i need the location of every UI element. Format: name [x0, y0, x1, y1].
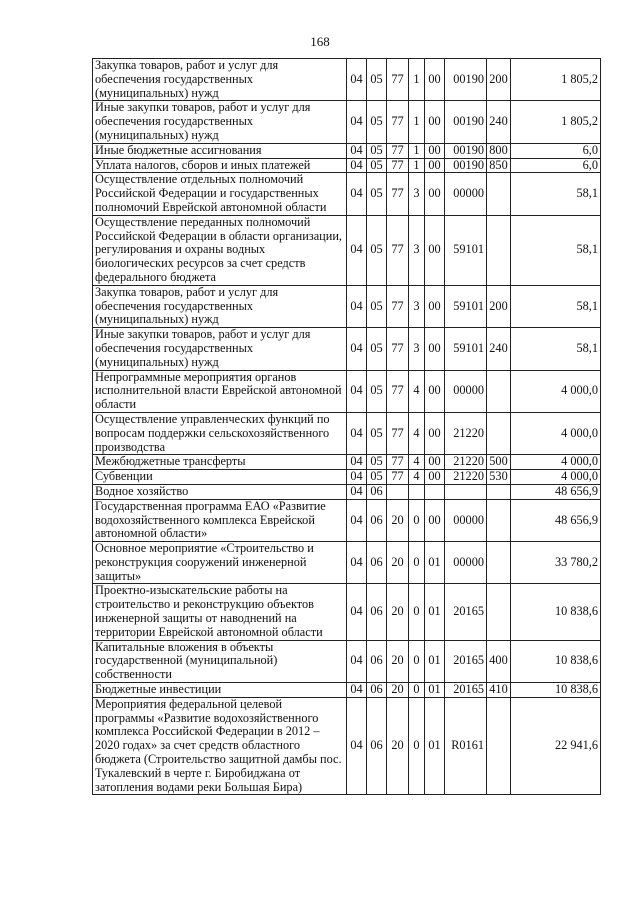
row-section: 04 — [347, 697, 367, 795]
row-direction-code: 21220 — [445, 470, 487, 485]
row-expense-type: 410 — [487, 683, 511, 698]
table-row — [93, 584, 601, 640]
row-name: Бюджетные инвестиции — [93, 683, 347, 698]
row-name: Мероприятия федеральной целевой программы «Развитие водохозяйственного комплекса Российской Федерации в 2012 – 2020 годах» за счет средств областного бюджета (Строительство защитной дамбы пос. Тукалевский в черте г. Биробиджана от затопления водами реки Большая Бира) — [93, 697, 347, 795]
row-expense-type: 240 — [487, 328, 511, 370]
row-subprogram-code: 4 — [409, 455, 425, 470]
row-direction-code: 00000 — [445, 542, 487, 584]
row-amount: 58,1 — [511, 285, 601, 327]
row-direction-code: 00000 — [445, 499, 487, 541]
row-direction-code: 20165 — [445, 683, 487, 698]
row-name: Иные закупки товаров, работ и услуг для обеспечения государственных (муниципальных) нужд — [93, 328, 347, 370]
row-section: 04 — [347, 584, 367, 640]
table-row — [93, 484, 601, 499]
row-amount: 1 805,2 — [511, 59, 601, 101]
row-subprogram-code: 1 — [409, 143, 425, 158]
row-program-code: 77 — [387, 412, 409, 454]
row-name: Иные бюджетные ассигнования — [93, 143, 347, 158]
row-amount: 48 656,9 — [511, 484, 601, 499]
row-section: 04 — [347, 158, 367, 173]
row-name: Субвенции — [93, 470, 347, 485]
row-activity-code: 00 — [425, 173, 445, 215]
row-direction-code: 00000 — [445, 370, 487, 412]
row-subprogram-code: 0 — [409, 499, 425, 541]
table-row — [93, 101, 601, 143]
row-expense-type: 400 — [487, 640, 511, 682]
table-row — [93, 470, 601, 485]
row-name: Межбюджетные трансферты — [93, 455, 347, 470]
table-row — [93, 143, 601, 158]
row-name: Закупка товаров, работ и услуг для обеспечения государственных (муниципальных) нужд — [93, 285, 347, 327]
row-activity-code: 01 — [425, 683, 445, 698]
row-section: 04 — [347, 101, 367, 143]
row-section: 04 — [347, 173, 367, 215]
table-row — [93, 499, 601, 541]
row-subprogram-code: 3 — [409, 285, 425, 327]
table-row — [93, 542, 601, 584]
row-subsection: 05 — [367, 215, 387, 285]
row-activity-code: 00 — [425, 215, 445, 285]
row-expense-type — [487, 499, 511, 541]
row-subsection: 06 — [367, 484, 387, 499]
row-name: Иные закупки товаров, работ и услуг для обеспечения государственных (муниципальных) нужд — [93, 101, 347, 143]
row-subprogram-code: 3 — [409, 173, 425, 215]
row-activity-code: 01 — [425, 640, 445, 682]
table-row — [93, 285, 601, 327]
row-subprogram-code: 1 — [409, 101, 425, 143]
row-activity-code: 01 — [425, 697, 445, 795]
row-expense-type — [487, 484, 511, 499]
row-section: 04 — [347, 328, 367, 370]
row-subsection: 05 — [367, 59, 387, 101]
row-direction-code: 21220 — [445, 412, 487, 454]
row-subprogram-code: 0 — [409, 584, 425, 640]
row-section: 04 — [347, 370, 367, 412]
row-name: Осуществление отдельных полномочий Российской Федерации и государственных полномочий Еврейской автономной области — [93, 173, 347, 215]
row-activity-code: 01 — [425, 584, 445, 640]
row-direction-code: R0161 — [445, 697, 487, 795]
row-subsection: 06 — [367, 542, 387, 584]
row-direction-code: 21220 — [445, 455, 487, 470]
row-subprogram-code: 0 — [409, 683, 425, 698]
row-amount: 33 780,2 — [511, 542, 601, 584]
row-name: Государственная программа ЕАО «Развитие водохозяйственного комплекса Еврейской автономной области» — [93, 499, 347, 541]
row-expense-type: 240 — [487, 101, 511, 143]
page-number: 168 — [310, 34, 330, 49]
row-section: 04 — [347, 455, 367, 470]
row-subsection: 06 — [367, 683, 387, 698]
row-section: 04 — [347, 683, 367, 698]
row-name: Капитальные вложения в объекты государственной (муниципальной) собственности — [93, 640, 347, 682]
row-program-code: 20 — [387, 683, 409, 698]
row-subsection: 06 — [367, 697, 387, 795]
row-program-code: 77 — [387, 455, 409, 470]
row-section: 04 — [347, 215, 367, 285]
row-subsection: 06 — [367, 499, 387, 541]
row-program-code — [387, 484, 409, 499]
row-direction-code: 00190 — [445, 143, 487, 158]
row-expense-type — [487, 173, 511, 215]
row-amount: 58,1 — [511, 328, 601, 370]
row-program-code: 77 — [387, 158, 409, 173]
row-subprogram-code: 4 — [409, 370, 425, 412]
row-expense-type: 850 — [487, 158, 511, 173]
table-row — [93, 59, 601, 101]
row-subsection: 05 — [367, 101, 387, 143]
row-direction-code: 59101 — [445, 328, 487, 370]
row-amount: 58,1 — [511, 173, 601, 215]
row-section: 04 — [347, 542, 367, 584]
row-subsection: 05 — [367, 173, 387, 215]
row-direction-code: 20165 — [445, 584, 487, 640]
row-program-code: 77 — [387, 59, 409, 101]
row-expense-type: 200 — [487, 285, 511, 327]
row-activity-code: 00 — [425, 158, 445, 173]
row-program-code: 77 — [387, 470, 409, 485]
row-subprogram-code: 4 — [409, 470, 425, 485]
row-direction-code: 59101 — [445, 285, 487, 327]
row-amount: 10 838,6 — [511, 584, 601, 640]
row-amount: 58,1 — [511, 215, 601, 285]
row-activity-code — [425, 484, 445, 499]
row-subsection: 06 — [367, 640, 387, 682]
row-section: 04 — [347, 412, 367, 454]
table-row — [93, 215, 601, 285]
row-activity-code: 00 — [425, 328, 445, 370]
row-name: Водное хозяйство — [93, 484, 347, 499]
row-activity-code: 00 — [425, 285, 445, 327]
row-name: Уплата налогов, сборов и иных платежей — [93, 158, 347, 173]
row-subprogram-code: 0 — [409, 697, 425, 795]
row-amount: 4 000,0 — [511, 455, 601, 470]
row-direction-code: 00190 — [445, 158, 487, 173]
row-subprogram-code: 1 — [409, 59, 425, 101]
row-section: 04 — [347, 59, 367, 101]
row-section: 04 — [347, 640, 367, 682]
table-row — [93, 412, 601, 454]
table-row — [93, 158, 601, 173]
row-direction-code: 00000 — [445, 173, 487, 215]
row-program-code: 20 — [387, 640, 409, 682]
row-subprogram-code: 0 — [409, 542, 425, 584]
row-name: Осуществление управленческих функций по вопросам поддержки сельскохозяйственного производства — [93, 412, 347, 454]
row-section: 04 — [347, 470, 367, 485]
row-expense-type — [487, 584, 511, 640]
budget-table — [92, 58, 601, 795]
row-subsection: 05 — [367, 455, 387, 470]
row-name: Проектно-изыскательские работы на строительство и реконструкцию объектов инженерной защиты от наводнений на территории Еврейской автономной области — [93, 584, 347, 640]
row-expense-type — [487, 542, 511, 584]
row-amount: 1 805,2 — [511, 101, 601, 143]
row-subprogram-code: 1 — [409, 158, 425, 173]
row-activity-code: 00 — [425, 412, 445, 454]
row-amount: 48 656,9 — [511, 499, 601, 541]
row-program-code: 77 — [387, 143, 409, 158]
row-name: Осуществление переданных полномочий Российской Федерации в области организации, регулирования и охраны водных биологических ресурсов за счет средств федерального бюджета — [93, 215, 347, 285]
row-program-code: 20 — [387, 697, 409, 795]
row-subprogram-code: 3 — [409, 328, 425, 370]
row-activity-code: 00 — [425, 143, 445, 158]
row-program-code: 77 — [387, 285, 409, 327]
row-amount: 4 000,0 — [511, 470, 601, 485]
row-program-code: 77 — [387, 101, 409, 143]
row-name: Непрограммные мероприятия органов исполнительной власти Еврейской автономной области — [93, 370, 347, 412]
row-subsection: 05 — [367, 158, 387, 173]
row-activity-code: 00 — [425, 101, 445, 143]
row-activity-code: 00 — [425, 499, 445, 541]
row-program-code: 77 — [387, 370, 409, 412]
row-subsection: 05 — [367, 285, 387, 327]
row-expense-type — [487, 215, 511, 285]
row-program-code: 20 — [387, 499, 409, 541]
row-subsection: 05 — [367, 370, 387, 412]
row-subsection: 05 — [367, 470, 387, 485]
row-subsection: 05 — [367, 328, 387, 370]
row-activity-code: 00 — [425, 455, 445, 470]
row-subprogram-code: 3 — [409, 215, 425, 285]
row-amount: 6,0 — [511, 143, 601, 158]
row-direction-code: 00190 — [445, 101, 487, 143]
table-row — [93, 370, 601, 412]
row-subsection: 06 — [367, 584, 387, 640]
row-amount: 10 838,6 — [511, 640, 601, 682]
row-activity-code: 00 — [425, 370, 445, 412]
row-name: Основное мероприятие «Строительство и реконструкция сооружений инженерной защиты» — [93, 542, 347, 584]
row-direction-code: 20165 — [445, 640, 487, 682]
row-activity-code: 00 — [425, 470, 445, 485]
table-row — [93, 173, 601, 215]
row-section: 04 — [347, 499, 367, 541]
row-section: 04 — [347, 285, 367, 327]
row-section: 04 — [347, 143, 367, 158]
row-subsection: 05 — [367, 412, 387, 454]
row-activity-code: 01 — [425, 542, 445, 584]
row-expense-type — [487, 697, 511, 795]
row-program-code: 77 — [387, 215, 409, 285]
row-amount: 4 000,0 — [511, 370, 601, 412]
row-amount: 4 000,0 — [511, 412, 601, 454]
row-expense-type — [487, 370, 511, 412]
row-subprogram-code: 0 — [409, 640, 425, 682]
row-program-code: 77 — [387, 173, 409, 215]
table-row — [93, 640, 601, 682]
table-row — [93, 328, 601, 370]
table-row — [93, 697, 601, 795]
table-row — [93, 683, 601, 698]
table-row — [93, 455, 601, 470]
row-expense-type: 800 — [487, 143, 511, 158]
row-direction-code: 00190 — [445, 59, 487, 101]
row-expense-type — [487, 412, 511, 454]
row-expense-type: 500 — [487, 455, 511, 470]
row-amount: 6,0 — [511, 158, 601, 173]
row-amount: 22 941,6 — [511, 697, 601, 795]
row-activity-code: 00 — [425, 59, 445, 101]
row-direction-code: 59101 — [445, 215, 487, 285]
row-expense-type: 200 — [487, 59, 511, 101]
row-amount: 10 838,6 — [511, 683, 601, 698]
row-program-code: 77 — [387, 328, 409, 370]
row-direction-code — [445, 484, 487, 499]
row-subprogram-code: 4 — [409, 412, 425, 454]
row-program-code: 20 — [387, 584, 409, 640]
row-expense-type: 530 — [487, 470, 511, 485]
row-subsection: 05 — [367, 143, 387, 158]
row-section: 04 — [347, 484, 367, 499]
row-name: Закупка товаров, работ и услуг для обеспечения государственных (муниципальных) нужд — [93, 59, 347, 101]
row-subprogram-code — [409, 484, 425, 499]
row-program-code: 20 — [387, 542, 409, 584]
